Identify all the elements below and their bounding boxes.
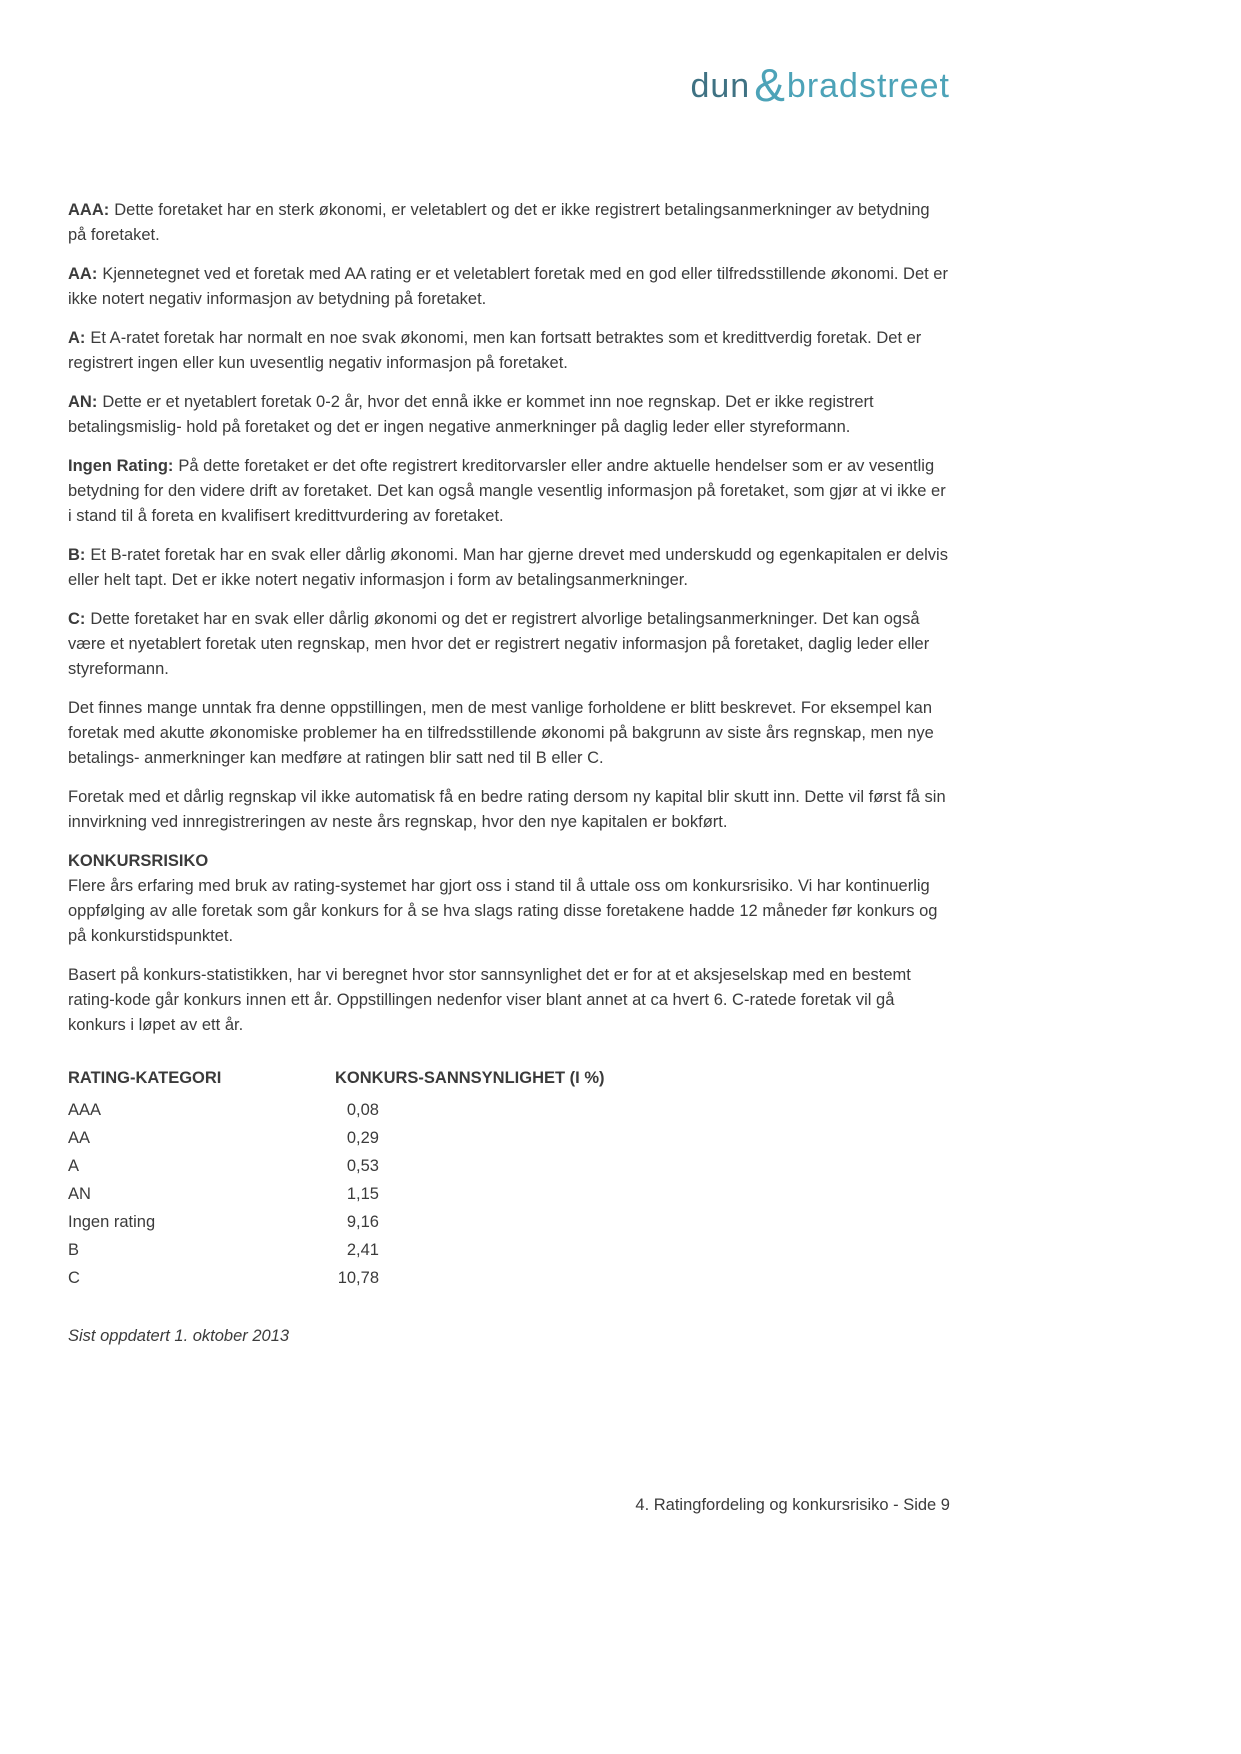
capital-paragraph: Foretak med et dårlig regnskap vil ikke automatisk få en bedre rating dersom ny kapital blir skutt inn. Dette vil først få sin innvirkning ved innregistreringen av neste års regnskap, hvor den nye kapitalen er bokført. xyxy=(68,788,946,831)
konkursrisiko-heading: KONKURSRISIKO xyxy=(68,852,209,870)
table-row xyxy=(68,1208,950,1236)
konkursrisiko-statistics-paragraph: Basert på konkurs-statistikken, har vi beregnet hvor stor sannsynlighet det er for at et aksjeselskap med en bestemt rating-kode går konkurs innen ett år. Oppstillingen nedenfor viser blant annet at ca hvert 6. C-ratede foretak vil gå konkurs i løpet av ett år. xyxy=(68,966,911,1034)
table-cell-value: 0,53 xyxy=(346,1156,379,1175)
logo-text-bradstreet: bradstreet xyxy=(786,67,950,105)
rating-paragraph-an xyxy=(68,390,950,440)
rating-text-ingen-rating: På dette foretaket er det ofte registrert kreditorvarsler eller andre aktuelle hendelser som er av vesentlig betydning for den videre drift av foretaket. Det kan også mangle vesentlig informasjon på foretaket, som gjør at vi ikke er i stand til å foreta en kvalifisert kredittvurdering av foretaket. xyxy=(68,457,946,525)
table-cell-category: AAA xyxy=(68,1100,102,1119)
rating-text-an: Dette er et nyetablert foretak 0-2 år, hvor det ennå ikke er kommet inn noe regnskap. Det er ikke registrert betalingsmislig- hold på foretaket og det er ingen negative anmerkninger på daglig leder eller styreformann. xyxy=(68,393,874,436)
exceptions-paragraph: Det finnes mange unntak fra denne oppstillingen, men de mest vanlige forholdene er blitt beskrevet. For eksempel kan foretak med akutte økonomiske problemer ha en tilfredsstillende økonomi på bakgrunn av siste års regnskap, men nye betalings- anmerkninger kan medføre at ratingen blir satt ned til B eller C. xyxy=(68,699,934,767)
rating-paragraph-b xyxy=(68,543,950,593)
page-footer: 4. Ratingfordeling og konkursrisiko - Side 9 xyxy=(635,1496,950,1514)
table-cell-value: 10,78 xyxy=(337,1268,379,1287)
document-body xyxy=(68,198,950,1349)
table-row xyxy=(68,1152,950,1180)
rating-text-c: Dette foretaket har en svak eller dårlig økonomi og det er registrert alvorlige betalingsanmerkninger. Det kan også være et nyetablert foretak uten regnskap, men hvor det er registrert negativ informasjon på foretaket, daglig leder eller styreformann. xyxy=(68,610,930,678)
rating-probability-table xyxy=(68,1064,950,1292)
rating-paragraph-a xyxy=(68,326,950,376)
table-cell-category: Ingen rating xyxy=(68,1212,156,1231)
rating-label-an: AN: xyxy=(68,393,98,411)
rating-text-b: Et B-ratet foretak har en svak eller dårlig økonomi. Man har gjerne drevet med underskudd og egenkapitalen er delvis eller helt tapt. Det er ikke notert negativ informasjon i form av betalingsanmerkninger. xyxy=(68,546,948,589)
rating-label-a: A: xyxy=(68,329,86,347)
table-cell-value: 0,08 xyxy=(346,1100,379,1119)
table-cell-category: B xyxy=(68,1240,80,1259)
rating-text-aa: Kjennetegnet ved et foretak med AA rating er et veletablert foretak med en god eller tilfredsstillende økonomi. Det er ikke notert negativ informasjon av betydning på foretaket. xyxy=(68,265,948,308)
column-header-konkurs-sannsynlighet: KONKURS-SANNSYNLIGHET (I %) xyxy=(335,1068,605,1087)
table-cell-category: AN xyxy=(68,1184,91,1203)
ampersand-logo-glyph: & xyxy=(754,59,785,111)
konkursrisiko-body: Flere års erfaring med bruk av rating-systemet har gjort oss i stand til å uttale oss om konkursrisiko. Vi har kontinuerlig oppfølging av alle foretak som går konkurs for å se hva slags rating disse foretakene hadde 12 måneder før konkurs og på konkurstidspunktet. xyxy=(68,877,938,945)
table-row xyxy=(68,1124,950,1152)
rating-text-aaa: Dette foretaket har en sterk økonomi, er veletablert og det er ikke registrert betalingsanmerkninger av betydning på foretaket. xyxy=(68,201,930,244)
dun-bradstreet-logo xyxy=(68,58,950,112)
rating-paragraph-ingen-rating xyxy=(68,454,950,529)
table-header-row xyxy=(68,1064,950,1092)
rating-paragraph-aa xyxy=(68,262,950,312)
rating-label-b: B: xyxy=(68,546,86,564)
last-updated-note: Sist oppdatert 1. oktober 2013 xyxy=(68,1327,290,1345)
rating-label-aaa: AAA: xyxy=(68,201,110,219)
table-cell-value: 9,16 xyxy=(346,1212,379,1231)
konkursrisiko-section xyxy=(68,849,950,1038)
rating-label-c: C: xyxy=(68,610,86,628)
logo-text-dun: dun xyxy=(690,67,751,105)
table-cell-category: A xyxy=(68,1156,80,1175)
rating-paragraph-aaa xyxy=(68,198,950,248)
table-row xyxy=(68,1236,950,1264)
table-cell-value: 0,29 xyxy=(346,1128,379,1147)
table-cell-value: 2,41 xyxy=(346,1240,379,1259)
table-row xyxy=(68,1264,950,1292)
column-header-rating-kategori: RATING-KATEGORI xyxy=(68,1068,222,1087)
table-row xyxy=(68,1180,950,1208)
table-row xyxy=(68,1096,950,1124)
table-cell-category: AA xyxy=(68,1128,91,1147)
rating-text-a: Et A-ratet foretak har normalt en noe svak økonomi, men kan fortsatt betraktes som et kredittverdig foretak. Det er registrert ingen eller kun uvesentlig negativ informasjon på foretaket. xyxy=(68,329,922,372)
rating-paragraph-c xyxy=(68,607,950,682)
rating-label-aa: AA: xyxy=(68,265,98,283)
rating-label-ingen-rating: Ingen Rating: xyxy=(68,457,174,475)
table-cell-value: 1,15 xyxy=(346,1184,379,1203)
table-cell-category: C xyxy=(68,1268,80,1287)
